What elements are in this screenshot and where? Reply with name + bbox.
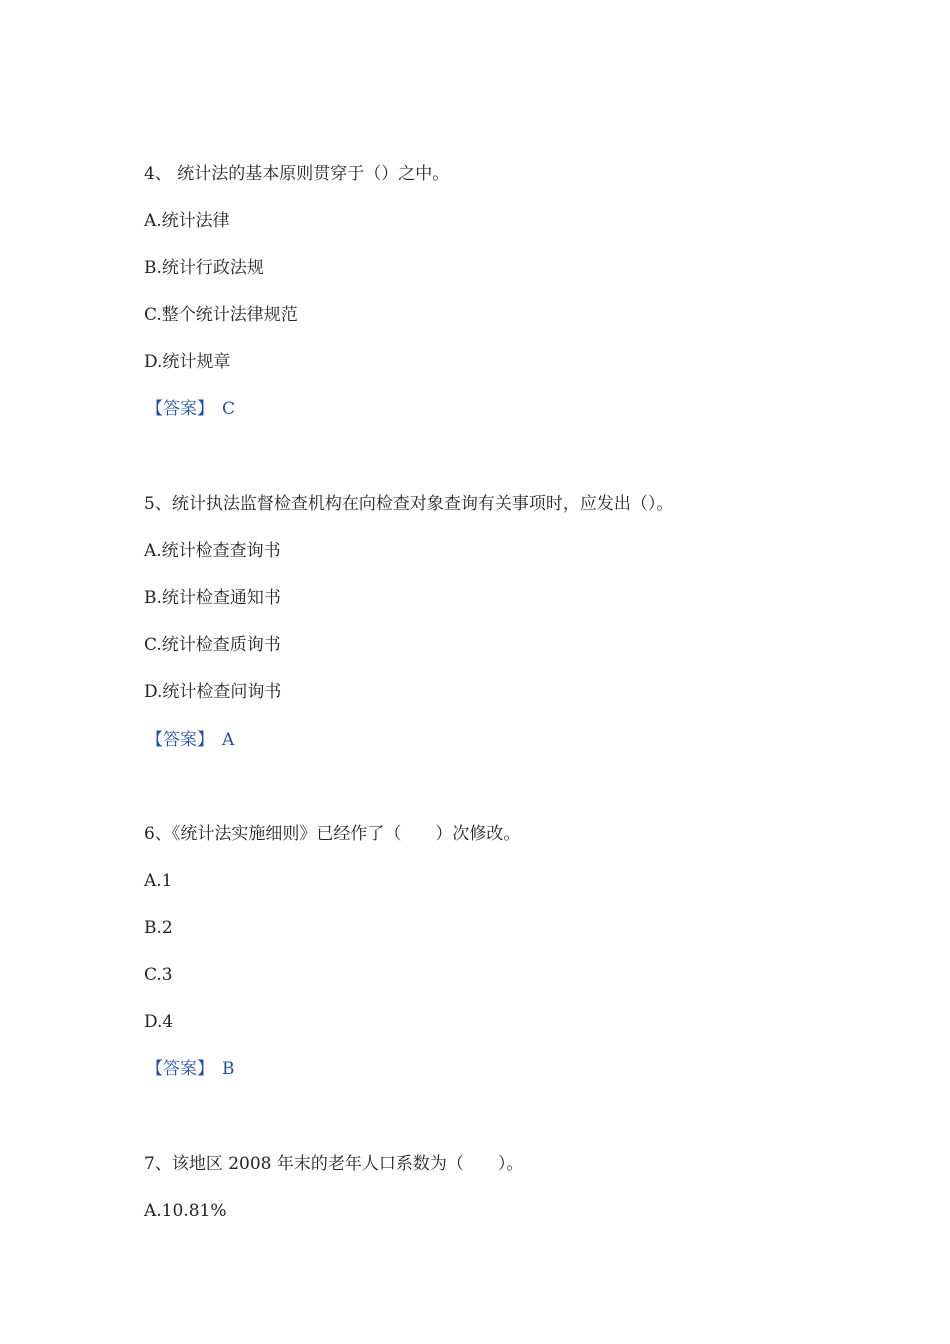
question-7-option-a: A.10.81% bbox=[144, 1201, 227, 1221]
question-5-option-b: B.统计检查通知书 bbox=[144, 588, 281, 608]
question-4-option-a: A.统计法律 bbox=[144, 211, 230, 231]
answer-value: B bbox=[222, 1059, 235, 1079]
question-7-stem: 7、该地区 2008 年末的老年人口系数为（ ）。 bbox=[144, 1154, 524, 1174]
question-6-option-c: C.3 bbox=[144, 965, 173, 985]
question-5-stem: 5、统计执法监督检查机构在向检查对象查询有关事项时，应发出（）。 bbox=[144, 494, 674, 514]
answer-value: C bbox=[222, 399, 236, 419]
question-6-option-b: B.2 bbox=[144, 918, 173, 938]
answer-tag: 【答案】 bbox=[146, 730, 214, 750]
question-6-option-d: D.4 bbox=[144, 1012, 174, 1032]
question-4-option-d: D.统计规章 bbox=[144, 352, 231, 372]
question-5-answer bbox=[144, 728, 234, 752]
question-6-stem: 6、《统计法实施细则》已经作了（ ）次修改。 bbox=[144, 824, 521, 844]
question-4-stem: 4、 统计法的基本原则贯穿于（）之中。 bbox=[144, 164, 450, 184]
question-6-option-a: A.1 bbox=[144, 871, 173, 891]
question-5-option-a: A.统计检查查询书 bbox=[144, 541, 281, 561]
question-6-answer bbox=[144, 1057, 235, 1081]
answer-tag: 【答案】 bbox=[146, 1059, 214, 1079]
question-4-answer bbox=[144, 397, 235, 421]
question-4-option-b: B.统计行政法规 bbox=[144, 258, 264, 278]
answer-tag: 【答案】 bbox=[146, 399, 214, 419]
question-4-option-c: C.整个统计法律规范 bbox=[144, 305, 298, 325]
question-5-option-d: D.统计检查问询书 bbox=[144, 682, 282, 702]
answer-value: A bbox=[222, 730, 235, 750]
question-5-option-c: C.统计检查质询书 bbox=[144, 635, 281, 655]
